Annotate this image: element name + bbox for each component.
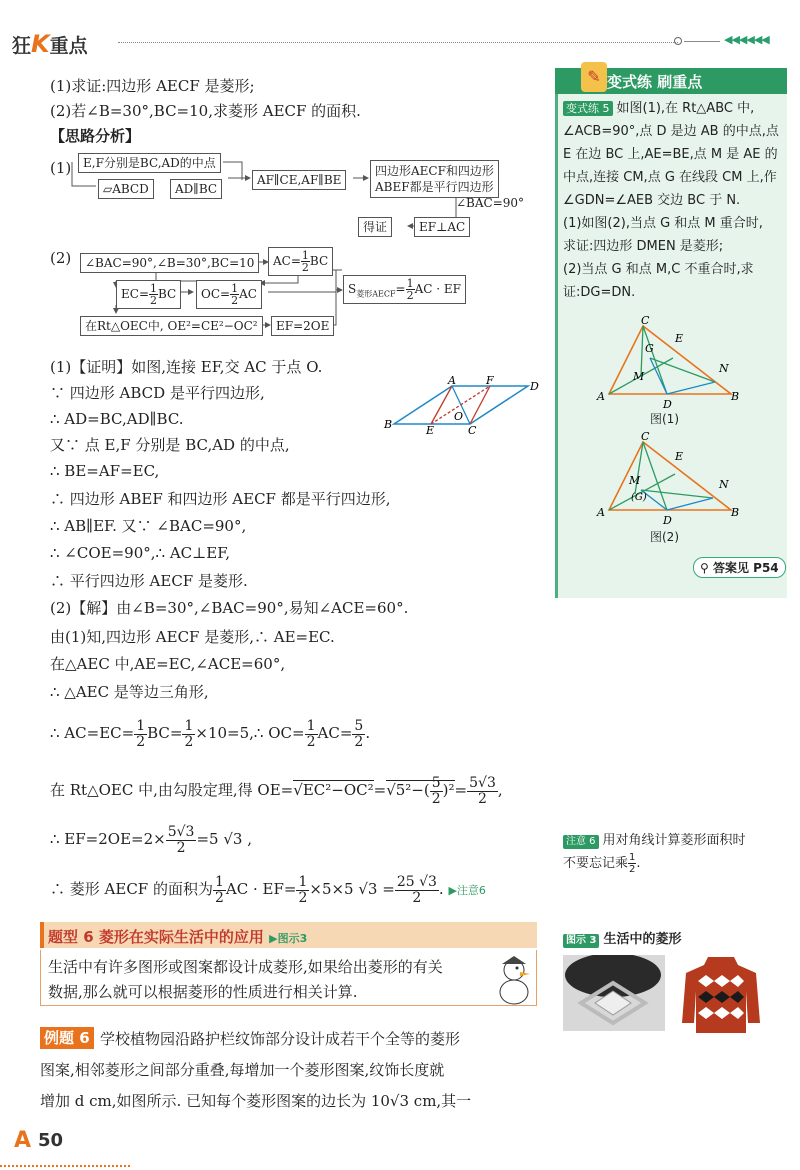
proof-line: ∴ ∠COE=90°,∴ AC⊥EF, [50,544,231,562]
flow1-box-both-parallelograms: 四边形AECF和四边形 ABEF都是平行四边形 [370,160,499,198]
proof-line: (1)【证明】如图,连接 EF,交 AC 于点 O. [50,358,323,376]
header-divider-2 [684,41,720,42]
question-2: (2)若∠B=30°,BC=10,求菱形 AECF 的面积. [50,102,361,120]
equation-3: ∴ EF=2OE=2× $\frac{5√3}{2}$ =5 √3 , [50,823,252,856]
proof-line: ∴ AD=BC,AD∥BC. [50,410,184,428]
fig-label: A [597,390,605,403]
variant-line: 求证:四边形 DMEN 是菱形; [563,239,724,254]
proof-line: ∴ 四边形 ABEF 和四边形 AECF 都是平行四边形, [50,490,391,508]
triangle-figure-2 [595,428,745,528]
equation-4: ∴ 菱形 AECF 的面积为 $\frac{1}{2}$ AC · EF= $\frac{1}{2}$ ×5×5 √3 = $\frac{25 √3}{2}$ . ▶注意6 [50,873,486,906]
proof-line: 由(1)知,四边形 AECF 是菱形,∴ AE=EC. [50,628,335,646]
flow2-box-area-formula: $S_{菱形AECF}=$ $\frac{1}{2}$ AC · EF [343,275,466,304]
fig-label: E [675,332,684,345]
fig-label: D [663,398,672,411]
proof-line: ∴ △AEC 是等边三角形, [50,683,209,701]
fig-label: D [663,514,672,527]
flow1-label: (1) [50,159,72,177]
page-footer-line [0,1165,130,1167]
example-6-tag: 例题 6 [40,1027,94,1049]
fig-label: A [448,376,456,387]
flow2-label: (2) [50,249,72,267]
variant-tag: 变式练 5 [563,101,613,116]
pencil-icon: ✎ [581,62,607,92]
fig-label: B [731,506,740,519]
figure-3-header: 图示 3 生活中的菱形 [563,928,681,948]
variant-line: ∠GDN=∠AEB 交边 BC 于 N. [563,193,741,208]
analysis-title: 【思路分析】 [50,127,141,145]
equation-2: 在 Rt△OEC 中,由勾股定理,得 OE=√EC²−OC²=√5²−( $\frac{5}{2}$ )²= $\frac{5√3}{2}$ , [50,774,503,807]
flow2-box-ac-half-bc: AC= $\frac{1}{2}$ BC [268,247,333,276]
figure-3-link[interactable]: ▶图示3 [269,932,308,945]
note-6-link[interactable]: ▶注意6 [448,884,486,897]
proof-line: ∴ AB∥EF. 又∵ ∠BAC=90°, [50,517,247,535]
flow2-box-ec-half-bc: EC= $\frac{1}{2}$ BC [116,280,181,309]
variant-line-0: 变式练 5 如图(1),在 Rt△ABC 中, [563,98,754,119]
page-logo-icon: A [14,1128,32,1153]
proof-line: (2)【解】由∠B=30°,∠BAC=90°,易知∠ACE=60°. [50,599,409,617]
type6-title: 题型 6 菱形在实际生活中的应用 ▶图示3 [48,928,308,946]
figure-2-caption: 图(2) [650,530,679,544]
fig-label: M [633,370,645,383]
fig-label: F [486,376,494,387]
fig-label: N [719,362,729,375]
fig-label: O [454,410,464,423]
fig-label: E [675,450,684,463]
flow2-box-given: ∠BAC=90°,∠B=30°,BC=10 [80,253,259,273]
flow1-condition: ∠BAC=90° [456,196,525,210]
fig-label: A [597,506,605,519]
note-6: 注意 6 用对角线计算菱形面积时 不要忘记乘 $\frac{1}{2}$ . [563,833,746,875]
header-arrows-icon: ◀◀◀◀◀◀ [724,33,769,46]
parallelogram-figure [380,376,540,436]
fig-label: C [468,424,477,436]
flow1-box-proved: 得证 [358,217,392,237]
brand-logo: 狂K重点 [12,30,88,58]
fig-label: C [641,430,650,443]
flow1-box-ef-perp-ac: EF⊥AC [414,217,470,237]
example-text: 图案,相邻菱形之间部分重叠,每增加一个菱形图案,纹饰长度就 [40,1061,445,1079]
variant-line: 中点,连接 CM,点 G 在线段 CM 上,作 [563,170,777,185]
rhombus-sweater-photo [680,953,762,1037]
flow1-box-midpoints: E,F分别是BC,AD的中点 [78,153,221,173]
page-number: 50 [38,1130,64,1151]
variant-line: ∠ACB=90°,点 D 是边 AB 的中点,点 [563,124,779,139]
type6-desc: 生活中有许多图形或图案都设计成菱形,如果给出菱形的有关 [48,958,443,976]
flow2-box-oc-half-ac: OC= $\frac{1}{2}$ AC [196,280,262,309]
question-1: (1)求证:四边形 AECF 是菱形; [50,77,255,95]
fig-label: B [731,390,740,403]
proof-line: 又∵ 点 E,F 分别是 BC,AD 的中点, [50,436,290,454]
equation-1: ∴ AC=EC= $\frac{1}{2}$ BC= $\frac{1}{2}$ ×10=5,∴ OC= $\frac{1}{2}$ AC= $\frac{5}{2}$ . [50,717,371,750]
proof-line: ∴ BE=AF=EC, [50,462,160,480]
triangle-figure-1 [595,312,745,412]
mascot-icon [490,952,536,1007]
proof-line: ∴ 平行四边形 AECF 是菱形. [50,572,248,590]
rhombus-bag-photo [563,955,665,1031]
example-text: 增加 d cm,如图所示. 已知每个菱形图案的边长为 10√3 cm,其一 [40,1092,472,1110]
flow1-box-af-ce: AF∥CE,AF∥BE [252,170,346,190]
fig-label: E [426,424,435,436]
fig-label: N [719,478,729,491]
answer-reference-button[interactable]: ⚲ 答案见 P54 [693,557,786,578]
fig-label: (G) [631,492,647,503]
variant-line: 证:DG=DN. [563,285,636,300]
variant-line: (2)当点 G 和点 M,C 不重合时,求 [563,262,754,277]
fig-label: C [641,314,650,327]
variant-practice-header: 变式练 刷重点 [555,68,787,94]
flow2-box-ef-2oe: EF=2OE [271,316,334,336]
fig-label: G [645,342,654,355]
figure-tag: 图示 3 [563,934,599,948]
fig-label: M [629,474,641,487]
proof-line: ∵ 四边形 ABCD 是平行四边形, [50,384,265,402]
note-tag: 注意 6 [563,835,599,849]
fig-label: D [530,380,539,393]
flow1-box-ad-bc: AD∥BC [170,179,222,199]
flow1-box-parallelogram: ▱ABCD [98,179,154,199]
header-divider [118,42,678,43]
proof-line: 在△AEC 中,AE=EC,∠ACE=60°, [50,655,286,673]
type6-desc: 数据,那么就可以根据菱形的性质进行相关计算. [48,983,358,1001]
header-circle-icon [674,37,682,45]
fig-label: B [384,418,393,431]
figure-1-caption: 图(1) [650,412,679,426]
example-text: 学校植物园沿路护栏纹饰部分设计成若干个全等的菱形 [100,1030,461,1048]
flow2-box-pythagoras: 在Rt△OEC中, OE²=CE²−OC² [80,316,263,336]
variant-line: (1)如图(2),当点 G 和点 M 重合时, [563,216,763,231]
variant-line: E 在边 BC 上,AE=BE,点 M 是 AE 的 [563,147,778,162]
